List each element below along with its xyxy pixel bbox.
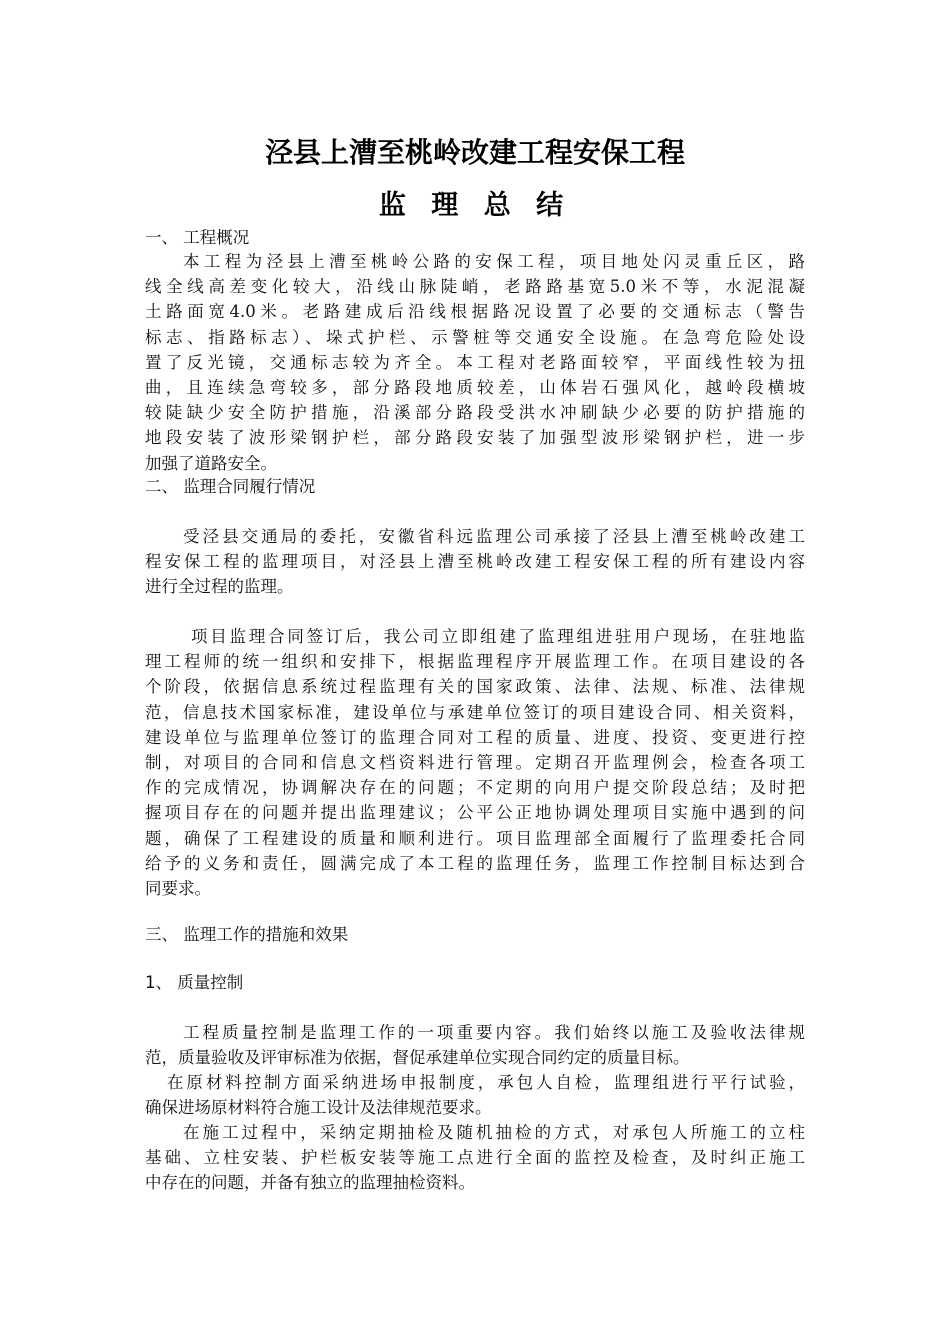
section-3-paragraph-1 [145,1020,805,1070]
text-line: 题，确保了工程建设的质量和顺利进行。项目监理部全面履行了监理委托合同 [145,828,805,848]
section-3-heading: 三、 监理工作的措施和效果 [145,925,349,944]
section-1-paragraph [145,249,805,476]
text-line: 曲，且连续急弯较多，部分路段地质较差，山体岩石强风化，越岭段横坡 [145,378,805,398]
text-line: 加强了道路安全。 [145,453,277,473]
text-line: 作的完成情况，协调解决存在的问题；不定期的向用户提交阶段总结；及时把 [145,778,805,798]
text-line: 中存在的问题，并备有独立的监理抽检资料。 [145,1173,475,1193]
text-line: 本工程为泾县上漕至桃岭公路的安保工程，项目地处闪灵重丘区，路 [183,252,805,271]
section-2-paragraph-2 [145,624,805,901]
section-3-paragraph-2 [145,1070,805,1120]
text-line: 在原材料控制方面采纳进场申报制度，承包人自检，监理组进行平行试验， [167,1073,805,1092]
text-line: 土路面宽4.0米。老路建成后沿线根据路况设置了必要的交通标志（警告 [145,302,805,322]
section-3-subheading-quality: 1、 质量控制 [145,973,244,992]
document-title: 泾县上漕至桃岭改建工程安保工程 [264,136,685,169]
text-line: 理工程师的统一组织和安排下，根据监理程序开展监理工作。在项目建设的各 [145,652,805,672]
text-line: 地段安装了波形梁钢护栏，部分路段安装了加强型波形梁钢护栏，进一步 [145,428,805,448]
text-line: 线全线高差变化较大，沿线山脉陡峭，老路路基宽5.0米不等，水泥混凝 [145,277,805,297]
text-line: 基础、立柱安装、护栏板安装等施工点进行全面的监控及检查，及时纠正施工 [145,1148,805,1168]
text-line: 进行全过程的监理。 [145,577,294,597]
section-2-paragraph-1 [145,524,805,600]
text-line: 较陡缺少安全防护措施，沿溪部分路段受洪水冲刷缺少必要的防护措施的 [145,403,805,423]
text-line: 范，质量验收及评审标准为依据，督促承建单位实现合同约定的质量目标。 [145,1048,690,1068]
text-line: 握项目存在的问题并提出监理建议；公平公正地协调处理项目实施中遇到的问 [145,803,805,823]
text-line: 个阶段，依据信息系统过程监理有关的国家政策、法律、法规、标准、法律规 [145,677,805,697]
text-line: 受泾县交通局的委托，安徽省科远监理公司承接了泾县上漕至桃岭改建工 [183,527,805,546]
document-subtitle: 监 理 总 结 [378,190,572,221]
text-line: 工程质量控制是监理工作的一项重要内容。我们始终以施工及验收法律规 [183,1023,805,1042]
text-line: 制，对项目的合同和信息文档资料进行管理。定期召开监理例会，检查各项工 [145,753,805,773]
section-1-heading: 一、 工程概况 [145,228,250,247]
text-line: 给予的义务和责任，圆满完成了本工程的监理任务，监理工作控制目标达到合 [145,853,805,873]
text-line: 置了反光镜，交通标志较为齐全。本工程对老路面较窄，平面线性较为扭 [145,352,805,372]
text-line: 同要求。 [145,879,211,899]
text-line: 在施工过程中，采纳定期抽检及随机抽检的方式，对承包人所施工的立柱 [183,1123,805,1142]
text-line: 范，信息技术国家标准，建设单位与承建单位签订的项目建设合同、相关资料， [145,702,805,722]
text-line: 确保进场原材料符合施工设计及法律规范要求。 [145,1098,492,1118]
section-3-paragraph-3 [145,1120,805,1196]
text-line: 程安保工程的监理项目，对泾县上漕至桃岭改建工程安保工程的所有建设内容 [145,552,805,572]
text-line: 建设单位与监理单位签订的监理合同对工程的质量、进度、投资、变更进行控 [145,727,805,747]
text-line: 标志、指路标志）、垛式护栏、示警桩等交通安全设施。在急弯危险处设 [145,327,805,347]
section-2-heading: 二、 监理合同履行情况 [145,477,316,496]
text-line: 项目监理合同签订后，我公司立即组建了监理组进驻用户现场，在驻地监 [191,627,805,646]
